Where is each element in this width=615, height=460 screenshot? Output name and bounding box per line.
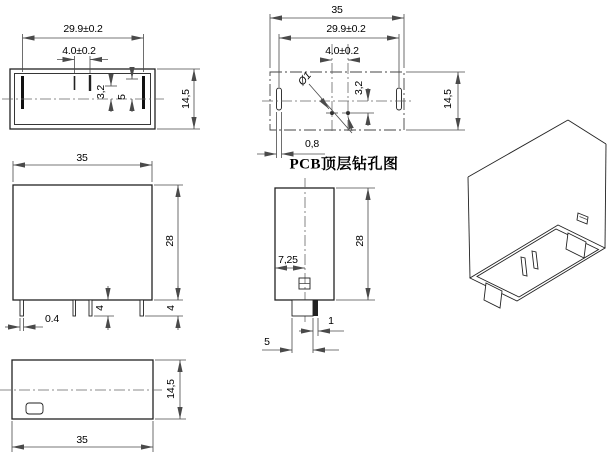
dim-label-front-width: 35 [76, 151, 88, 164]
dim-label-pin-pitch: 4.0±0.2 [62, 44, 96, 57]
pin-1 [20, 300, 24, 316]
dim-label-pcb-depth: 14,5 [441, 89, 454, 109]
dim-label-blade-thickness: 1 [328, 314, 334, 327]
coil-pin-a [521, 257, 527, 276]
dim-label-side-height: 28 [353, 235, 366, 247]
dim-label-pin-center-offset: 7,25 [278, 253, 298, 266]
dim-label-case-width: 35 [76, 433, 88, 446]
side-vent-mark [577, 213, 588, 224]
right-slot [397, 88, 402, 110]
dim-label-pin-length-right: 4 [164, 305, 177, 311]
dim-label-case-depth: 14,5 [164, 379, 177, 399]
label-window [26, 403, 43, 414]
dim-label-pcb-hole-pitch: 4.0±0.2 [325, 44, 359, 57]
case-outline [13, 185, 152, 300]
dim-label-hole-offset: 3,2 [352, 81, 365, 95]
pcb-view-caption: PCB顶层钻孔图 [289, 156, 399, 173]
top-case-view [0, 360, 186, 452]
dim-label-pcb-slot-span: 29.9±0.2 [326, 22, 366, 35]
dim-label-offset-b: 5 [115, 94, 128, 100]
dim-label-slot-width: 0,8 [305, 137, 319, 150]
pin-4 [140, 300, 144, 316]
isometric-view [468, 120, 606, 308]
dim-label-pin-length-mid: 4 [93, 305, 106, 311]
coil-pin-b [532, 251, 538, 269]
pin-blade [313, 300, 318, 316]
dim-label-depth: 14,5 [179, 89, 192, 109]
relay-bottom-view [2, 34, 200, 129]
dim-label-blade-width: 5 [264, 335, 270, 348]
dim-label-pcb-width: 35 [331, 3, 343, 16]
dim-label-front-height: 28 [163, 235, 176, 247]
case-outline [12, 360, 153, 419]
dim-label-offset-a: 3,2 [94, 85, 107, 99]
pin-outline [292, 300, 313, 316]
blade-pin-front [484, 283, 502, 308]
pin-2 [73, 300, 76, 316]
dim-label-pin-thickness: 0.4 [45, 312, 59, 325]
dim-label-hole-diameter: Ø1 [295, 69, 314, 88]
pin-3 [89, 300, 92, 316]
left-slot [277, 88, 282, 110]
dim-label-slot-span: 29.9±0.2 [63, 22, 103, 35]
